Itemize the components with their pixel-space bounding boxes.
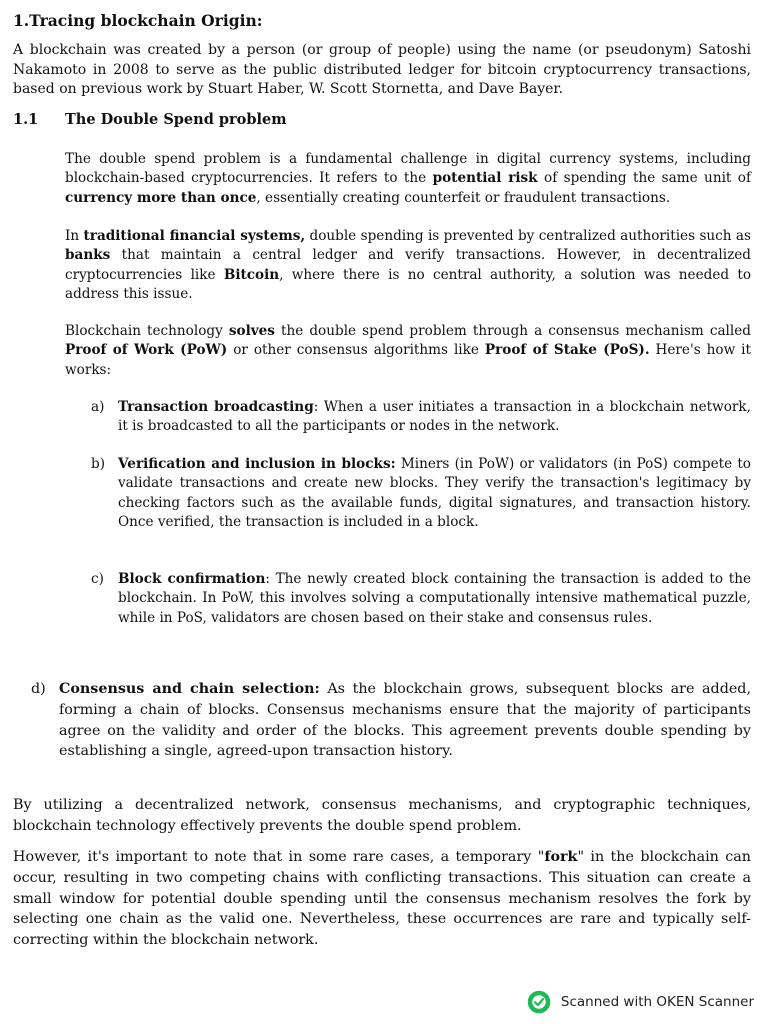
page-heading: 1.Tracing blockchain Origin: bbox=[13, 11, 263, 30]
bold-run: Proof of Stake (PoS). bbox=[484, 342, 650, 359]
text-run: of spending the same unit of bbox=[537, 170, 751, 187]
item-title: Verification and inclusion in blocks: bbox=[118, 456, 396, 472]
text-run: , where there is no central authority, a solution was needed to address this issue. bbox=[65, 266, 752, 302]
intro-paragraph: A blockchain was created by a person (or group of people) using the name (or pseudonym) Satoshi Nakamoto in 2008 to serve as the public distributed ledger for bitcoin cryptocurrency transactions, based on previous work by Stuart Haber, W. Scott Stornetta, and Dave Bayer. bbox=[13, 42, 751, 97]
bold-run: fork bbox=[544, 849, 578, 865]
text-run: Blockchain technology bbox=[65, 323, 229, 339]
bold-run: currency more than once bbox=[65, 189, 257, 206]
bold-run: Bitcoin bbox=[223, 266, 280, 283]
scanner-watermark bbox=[527, 990, 754, 1014]
item-title: Block confirmation bbox=[118, 571, 266, 587]
conclusion-paragraph: By utilizing a decentralized network, consensus mechanisms, and cryptographic techniques, blockchain technology effectively prevents the double spend problem. bbox=[13, 797, 751, 834]
list-item-block-confirmation bbox=[118, 570, 751, 628]
text-run: double spending is prevented by centralized authorities such as bbox=[305, 228, 751, 244]
bold-run: traditional financial systems, bbox=[83, 228, 306, 244]
list-marker: c) bbox=[91, 571, 104, 587]
item-text: Miners (in PoW) or validators (in PoS) compete to validate transactions and create new blocks. They verify the transaction's legitimacy by checking factors such as the available funds, digital signatures, and transaction history. Once verified, the transaction is included in a block. bbox=[118, 456, 751, 530]
item-title: Transaction broadcasting bbox=[118, 399, 314, 415]
text-run: " in the blockchain can occur, resulting in two competing chains with conflicting transactions. This situation can create a small window for potential double spending until the consensus mechanism resolves the fork by selecting one chain as the valid one. Nevertheless, these occurrences are rare and typically self-correcting within the blockchain network. bbox=[13, 849, 751, 949]
text-run: However, it's important to note that in some rare cases, a temporary " bbox=[13, 849, 545, 865]
list-item-consensus bbox=[59, 679, 751, 762]
list-marker: d) bbox=[31, 681, 46, 697]
bold-run: potential risk bbox=[432, 170, 538, 187]
text-run: that maintain a central ledger and verify transactions. However, in decentralized cryptocurrencies like bbox=[65, 247, 751, 283]
item-title: Consensus and chain selection: bbox=[59, 681, 320, 697]
paragraph-traditional-systems bbox=[65, 227, 751, 304]
bold-run: Proof of Work (PoW) bbox=[65, 342, 228, 359]
text-run: In bbox=[65, 228, 84, 244]
text-run: the double spend problem through a consensus mechanism called bbox=[274, 323, 751, 339]
list-item-transaction-broadcasting bbox=[118, 398, 751, 437]
bold-run: solves bbox=[228, 323, 275, 339]
item-text: : When a user initiates a transaction in a blockchain network, it is broadcasted to all the participants or nodes in the network. bbox=[118, 399, 751, 435]
text-run: The double spend problem is a fundamental challenge in digital currency systems, including blockchain-based cryptocurrencies. It refers to the bbox=[65, 151, 751, 187]
item-text: As the blockchain grows, subsequent blocks are added, forming a chain of blocks. Consensus mechanisms ensure that the majority of participants agree on the validity and order of the blocks. This agreement prevents double spending by establishing a single, agreed-upon transaction history. bbox=[59, 681, 751, 760]
section-number: 1.1 bbox=[13, 111, 39, 128]
item-text: : The newly created block containing the transaction is added to the blockchain. In PoW, this involves solving a computationally intensive mathematical puzzle, while in PoS, validators are chosen based on their stake and consensus rules. bbox=[118, 571, 751, 626]
paragraph-double-spend-definition bbox=[65, 150, 751, 208]
paragraph-blockchain-solution bbox=[65, 322, 751, 380]
watermark-text: Scanned with OKEN Scanner bbox=[560, 994, 754, 1010]
section-title: The Double Spend problem bbox=[65, 111, 287, 128]
list-item-verification bbox=[118, 455, 751, 532]
text-run: , essentially creating counterfeit or fraudulent transactions. bbox=[256, 189, 671, 206]
text-run: or other consensus algorithms like bbox=[227, 342, 485, 359]
text-run: Here's how it works: bbox=[65, 342, 751, 378]
section-heading bbox=[13, 111, 287, 128]
list-marker: b) bbox=[91, 456, 106, 472]
fork-paragraph bbox=[13, 847, 751, 951]
list-marker: a) bbox=[91, 399, 105, 415]
oken-scanner-logo-icon bbox=[527, 990, 551, 1014]
bold-run: banks bbox=[65, 247, 111, 264]
